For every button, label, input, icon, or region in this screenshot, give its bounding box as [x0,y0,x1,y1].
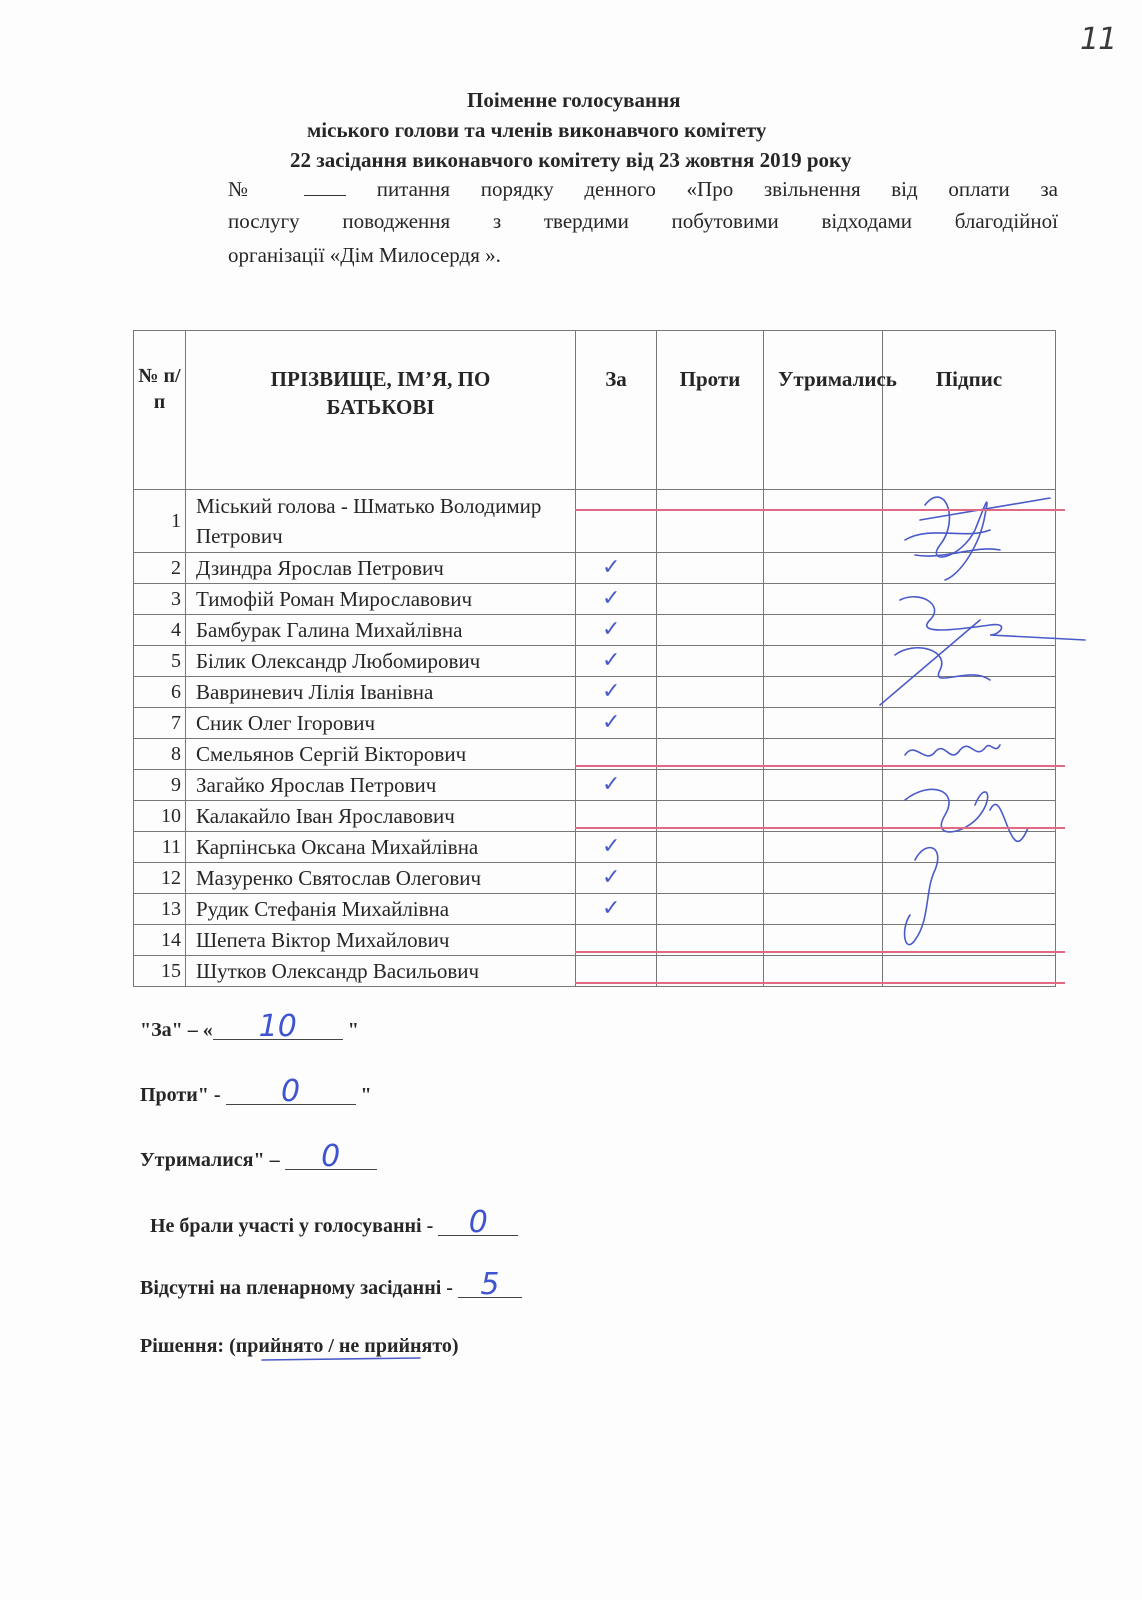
vote-for-cell: ✓ [576,677,657,708]
table-row [134,490,1056,553]
table-row [134,894,1056,925]
summary-against [140,1074,372,1109]
summary-abstained-value: 0 [285,1147,377,1170]
summary-for [140,1009,359,1044]
member-name: Карпінська Оксана Михайлівна [186,832,576,863]
row-number: 3 [134,584,186,615]
row-number: 4 [134,615,186,646]
summary-not-participated-value: 0 [438,1213,518,1236]
signature-cell [883,894,1056,925]
row-number: 11 [134,832,186,863]
header-against: Проти [657,331,764,490]
table-row [134,863,1056,894]
strike-line [575,509,1065,511]
summary-absent-label: Відсутні на пленарному засіданні - [140,1277,453,1299]
summary-for-label: "За" – « [140,1019,213,1041]
table-row [134,584,1056,615]
signature-cell [883,553,1056,584]
member-name: Рудик Стефанія Михайлівна [186,894,576,925]
summary-abstained [140,1139,377,1174]
signature-cell [883,863,1056,894]
row-number: 13 [134,894,186,925]
vote-abstained-cell [764,708,883,739]
row-number: 8 [134,739,186,770]
agenda-line-3: організації «Дім Милосердя ». [228,243,501,267]
signature-cell [883,677,1056,708]
member-name: Загайко Ярослав Петрович [186,770,576,801]
signature-cell [883,832,1056,863]
summary-absent [140,1267,522,1302]
vote-for-cell: ✓ [576,770,657,801]
decision-accepted: (прийнято [229,1335,324,1357]
vote-for-cell: ✓ [576,553,657,584]
vote-against-cell [657,894,764,925]
vote-for-cell: ✓ [576,863,657,894]
vote-for-cell: ✓ [576,708,657,739]
vote-against-cell [657,553,764,584]
member-name: Дзиндра Ярослав Петрович [186,553,576,584]
signature-cell [883,490,1056,553]
vote-against-cell [657,646,764,677]
vote-against-cell [657,863,764,894]
decision-separator: / [323,1335,339,1357]
vote-for-cell [576,490,657,553]
summary-against-label: Проти" - [140,1084,221,1106]
table-row [134,708,1056,739]
member-name: Бамбурак Галина Михайлівна [186,615,576,646]
vote-against-cell [657,490,764,553]
agenda-number-sign: № [228,177,274,201]
row-number: 2 [134,553,186,584]
voting-table [133,330,1056,987]
decision-label: Рішення: [140,1335,225,1357]
signature-cell [883,708,1056,739]
table-header-row [134,331,1056,490]
table-row [134,553,1056,584]
signature-cell [883,770,1056,801]
header-abstained: Утримались [764,331,883,490]
signature-cell [883,646,1056,677]
member-name: Тимофій Роман Мирославович [186,584,576,615]
member-name: Білик Олександр Любомирович [186,646,576,677]
vote-abstained-cell [764,615,883,646]
table-row [134,832,1056,863]
header-for: За [576,331,657,490]
member-name: Міський голова - Шматько Володимир Петрович [186,490,576,553]
vote-abstained-cell [764,646,883,677]
vote-abstained-cell [764,677,883,708]
summary-against-value: 0 [226,1082,356,1105]
header-signature: Підпис [883,331,1056,490]
vote-against-cell [657,770,764,801]
header-name: ПРІЗВИЩЕ, ІМ’Я, ПО БАТЬКОВІ [186,331,576,490]
agenda-number-blank [304,179,346,196]
summary-abstained-label: Утрималися" – [140,1149,280,1171]
document-subtitle: міського голови та членів виконавчого комітету [307,118,767,142]
vote-for-cell: ✓ [576,832,657,863]
row-number: 10 [134,801,186,832]
vote-for-cell: ✓ [576,584,657,615]
table-row [134,646,1056,677]
member-name: Мазуренко Святослав Олегович [186,863,576,894]
vote-against-cell [657,615,764,646]
agenda-line-1 [228,174,1058,204]
row-number: 7 [134,708,186,739]
strike-line [575,827,1065,829]
member-name: Сник Олег Ігорович [186,708,576,739]
summary-for-value: 10 [213,1017,343,1040]
member-name: Вавриневич Лілія Іванівна [186,677,576,708]
vote-for-cell: ✓ [576,894,657,925]
vote-against-cell [657,584,764,615]
summary-decision [140,1335,459,1358]
vote-abstained-cell [764,490,883,553]
table-row [134,677,1056,708]
member-name: Шутков Олександр Васильович [186,956,576,987]
row-number: 6 [134,677,186,708]
summary-not-participated [150,1205,518,1240]
row-number: 1 [134,490,186,553]
summary-not-participated-label: Не брали участі у голосуванні - [150,1215,434,1237]
vote-abstained-cell [764,770,883,801]
page-number: 11 [1080,22,1117,57]
table-row [134,615,1056,646]
vote-for-cell: ✓ [576,646,657,677]
summary-against-close: " [360,1084,372,1106]
decision-rejected: не прийнято) [338,1335,459,1357]
meeting-line: 22 засідання виконавчого комітету від 23 жовтня 2019 року [290,148,852,172]
row-number: 15 [134,956,186,987]
vote-against-cell [657,708,764,739]
row-number: 12 [134,863,186,894]
vote-abstained-cell [764,553,883,584]
row-number: 9 [134,770,186,801]
strike-line [575,765,1065,767]
summary-absent-value: 5 [458,1275,522,1298]
vote-against-cell [657,832,764,863]
agenda-text-1: питання порядку денного «Про звільнення від оплати за [376,177,1058,201]
vote-against-cell [657,677,764,708]
vote-abstained-cell [764,894,883,925]
agenda-line-2: послугу поводження з твердими побутовими відходами благодійної [228,209,1058,233]
row-number: 5 [134,646,186,677]
member-name: Шепета Віктор Михайлович [186,925,576,956]
decision-underline-mark [262,1358,420,1360]
vote-abstained-cell [764,832,883,863]
summary-for-close: " [347,1019,359,1041]
signature-cell [883,615,1056,646]
vote-abstained-cell [764,584,883,615]
member-name: Калакайло Іван Ярославович [186,801,576,832]
vote-abstained-cell [764,863,883,894]
row-number: 14 [134,925,186,956]
document-title: Поіменне голосування [467,88,681,112]
strike-line [575,951,1065,953]
header-number: № п/п [134,331,186,490]
member-name: Смельянов Сергій Вікторович [186,739,576,770]
strike-line [575,982,1065,984]
signature-cell [883,584,1056,615]
vote-for-cell: ✓ [576,615,657,646]
table-row [134,770,1056,801]
